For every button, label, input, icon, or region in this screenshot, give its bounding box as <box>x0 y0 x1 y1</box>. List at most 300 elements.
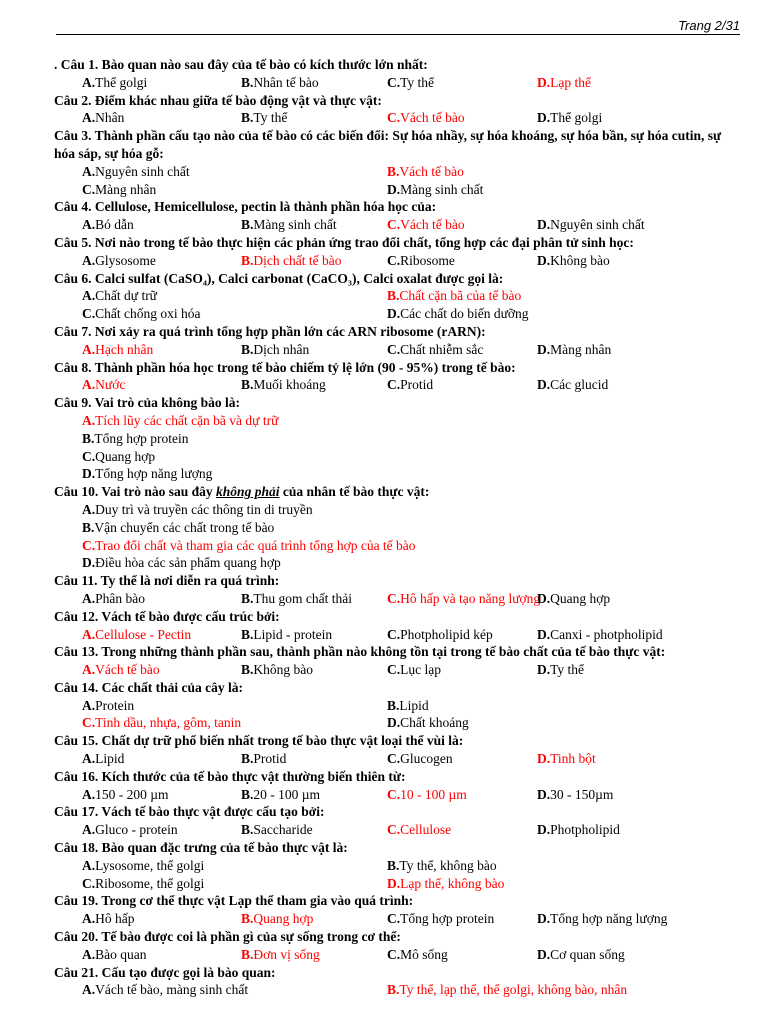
answer-option[interactable] <box>82 163 190 181</box>
option-letter: D. <box>387 181 401 197</box>
option-text: Photpholipid <box>550 822 620 838</box>
option-text: Chất dự trữ <box>95 288 158 304</box>
option-letter: B. <box>241 110 254 126</box>
option-text: Ty thể, lạp thể, thể golgi, không bào, nhân <box>399 982 628 998</box>
question-block <box>54 127 744 198</box>
options-row <box>54 74 744 92</box>
page-number: Trang 2/31 <box>678 18 740 33</box>
answer-option[interactable] <box>537 910 667 928</box>
option-text: Ty thể <box>253 110 288 126</box>
option-text: Cellulose - Pectin <box>95 626 192 642</box>
option-letter: D. <box>537 911 551 927</box>
option-text: Dịch chất tế bào <box>253 252 342 268</box>
answer-option[interactable] <box>82 554 281 572</box>
option-text: Lục lạp <box>400 662 441 678</box>
question-text: Câu 14. Các chất thải của cây là: <box>54 679 243 695</box>
answer-option[interactable] <box>387 857 497 875</box>
option-letter: C. <box>387 786 401 802</box>
option-letter: B. <box>387 982 400 998</box>
option-letter: C. <box>387 662 401 678</box>
answer-option[interactable] <box>82 412 278 430</box>
option-text: Thể golgi <box>550 110 603 126</box>
option-letter: A. <box>82 911 96 927</box>
answer-option[interactable] <box>241 821 313 839</box>
answer-option[interactable] <box>537 109 602 127</box>
options-row <box>54 697 744 715</box>
question-block <box>54 839 744 892</box>
option-text: 10 - 100 µm <box>400 786 467 802</box>
answer-option[interactable] <box>387 697 429 715</box>
option-letter: A. <box>82 412 96 428</box>
answer-option[interactable] <box>82 519 274 537</box>
option-letter: C. <box>387 341 401 357</box>
option-letter: B. <box>241 822 254 838</box>
option-letter: D. <box>537 946 551 962</box>
option-text: Lipid <box>95 751 125 767</box>
options-row <box>54 109 744 127</box>
question-block <box>54 572 744 608</box>
option-letter: A. <box>82 946 96 962</box>
answer-option[interactable] <box>241 109 287 127</box>
option-letter: D. <box>82 555 96 571</box>
answer-option[interactable] <box>387 590 540 608</box>
option-text: Ribosome, thể golgi <box>95 875 205 891</box>
option-letter: B. <box>241 662 254 678</box>
option-letter: C. <box>387 946 401 962</box>
option-text: 150 - 200 µm <box>95 786 169 802</box>
option-letter: C. <box>387 822 401 838</box>
answer-option[interactable] <box>82 465 212 483</box>
answer-option[interactable] <box>82 74 147 92</box>
question-block <box>54 56 744 92</box>
option-text: Mô sống <box>400 946 448 962</box>
options-row <box>54 626 744 644</box>
answer-option[interactable] <box>241 376 326 394</box>
option-text: Nguyên sinh chất <box>550 217 645 233</box>
option-letter: B. <box>387 288 400 304</box>
question-text: Câu 16. Kích thước của tế bào thực vật thường biến thiên từ: <box>54 768 406 784</box>
option-letter: C. <box>82 715 96 731</box>
option-letter: B. <box>241 626 254 642</box>
option-text: Ty thể, không bào <box>399 857 497 873</box>
option-letter: C. <box>387 217 401 233</box>
answer-option[interactable] <box>537 786 613 804</box>
option-letter: D. <box>537 590 551 606</box>
answer-option[interactable] <box>241 750 286 768</box>
option-letter: A. <box>82 217 96 233</box>
option-text: Gluco - protein <box>95 822 178 838</box>
question-block <box>54 892 744 928</box>
options-row <box>54 910 744 928</box>
option-letter: D. <box>537 751 551 767</box>
option-text: Ty thể <box>400 74 435 90</box>
answer-option[interactable] <box>241 626 332 644</box>
question-part: của nhân tế bào thực vật: <box>279 484 430 500</box>
answer-option[interactable] <box>82 252 156 270</box>
option-text: Bó dẫn <box>95 217 134 233</box>
question-text: Câu 3. Thành phần cấu tạo nào của tế bào có các biến đổi: Sự hóa nhầy, sự hóa khoáng, sự hóa bần, sự hóa cutin, sự hóa sáp, sự hóa gỗ: <box>54 128 722 161</box>
option-text: Quang hợp <box>253 911 314 927</box>
options-row <box>54 465 744 483</box>
option-letter: D. <box>387 875 401 891</box>
answer-option[interactable] <box>82 287 157 305</box>
option-letter: B. <box>241 786 254 802</box>
option-text: Lạp thể, không bào <box>400 875 505 891</box>
options-row <box>54 519 744 537</box>
option-letter: C. <box>387 110 401 126</box>
option-text: Protid <box>400 377 434 393</box>
answer-option[interactable] <box>82 305 200 323</box>
answer-option[interactable] <box>82 981 248 999</box>
option-letter: B. <box>387 857 400 873</box>
answer-option[interactable] <box>241 910 313 928</box>
answer-option[interactable] <box>387 216 465 234</box>
answer-option[interactable] <box>387 714 469 732</box>
answer-option[interactable] <box>537 946 625 964</box>
question-text: Câu 20. Tế bào được coi là phần gì của sự sống trong cơ thể: <box>54 929 401 945</box>
answer-option[interactable] <box>387 910 494 928</box>
option-letter: C. <box>387 626 401 642</box>
option-text: Nhân tế bào <box>253 74 319 90</box>
answer-option[interactable] <box>82 821 178 839</box>
option-text: Vách tế bào <box>400 217 465 233</box>
answer-option[interactable] <box>537 74 591 92</box>
answer-option[interactable] <box>387 786 467 804</box>
option-letter: D. <box>537 377 551 393</box>
question-block <box>54 234 744 270</box>
options-row <box>54 537 744 555</box>
options-row <box>54 448 744 466</box>
option-text: Ribosome <box>400 252 455 268</box>
option-letter: D. <box>537 341 551 357</box>
options-row <box>54 412 744 430</box>
question-text: Câu 9. Vai trò của không bào là: <box>54 395 241 411</box>
option-letter: D. <box>537 786 551 802</box>
answer-option[interactable] <box>82 626 191 644</box>
question-block <box>54 964 744 1000</box>
option-letter: D. <box>537 662 551 678</box>
option-text: Glucogen <box>400 751 453 767</box>
option-letter: A. <box>82 163 96 179</box>
options-row <box>54 287 744 305</box>
question-text: Câu 5. Nơi nào trong tế bào thực hiện các phản ứng trao đổi chất, tổng hợp các đại phân tử sinh học: <box>54 234 634 250</box>
answer-option[interactable] <box>387 252 455 270</box>
option-text: Lạp thể <box>550 74 591 90</box>
page-header <box>56 12 740 35</box>
option-letter: B. <box>241 252 254 268</box>
option-text: Tổng hợp năng lượng <box>550 911 668 927</box>
answer-option[interactable] <box>82 857 204 875</box>
option-letter: C. <box>82 181 96 197</box>
option-text: Chất chống oxi hóa <box>95 306 201 322</box>
options-row <box>54 252 744 270</box>
answer-option[interactable] <box>387 376 433 394</box>
option-text: Photpholipid kép <box>400 626 493 642</box>
option-text: Vách tế bào <box>95 662 160 678</box>
question-block <box>54 732 744 768</box>
option-text: Canxi - photpholipid <box>550 626 663 642</box>
options-row <box>54 341 744 359</box>
question-text: Câu 17. Vách tế bào thực vật được cấu tạo bởi: <box>54 804 325 820</box>
options-row <box>54 305 744 323</box>
option-letter: B. <box>387 163 400 179</box>
answer-option[interactable] <box>82 661 160 679</box>
answer-option[interactable] <box>82 216 134 234</box>
option-text: Màng sinh chất <box>253 217 337 233</box>
option-letter: D. <box>537 626 551 642</box>
option-letter: A. <box>82 786 96 802</box>
answer-option[interactable] <box>82 537 416 555</box>
question-block <box>54 483 744 572</box>
option-letter: B. <box>241 751 254 767</box>
option-text: Tinh bột <box>550 751 596 767</box>
option-text: Màng sinh chất <box>400 181 484 197</box>
answer-option[interactable] <box>387 305 529 323</box>
option-letter: B. <box>241 946 254 962</box>
answer-option[interactable] <box>387 341 483 359</box>
answer-option[interactable] <box>387 287 521 305</box>
option-letter: C. <box>82 306 96 322</box>
option-text: Vách tế bào, màng sinh chất <box>95 982 249 998</box>
question-text: Câu 4. Cellulose, Hemicellulose, pectin là thành phần hóa học của: <box>54 199 437 215</box>
option-letter: B. <box>241 377 254 393</box>
question-text: Câu 11. Ty thể là nơi diễn ra quá trình: <box>54 573 280 589</box>
option-letter: A. <box>82 822 96 838</box>
emphasis-text: không phải <box>216 484 280 500</box>
answer-option[interactable] <box>241 341 309 359</box>
answer-option[interactable] <box>82 376 125 394</box>
answer-option[interactable] <box>387 74 434 92</box>
option-letter: A. <box>82 252 96 268</box>
answer-option[interactable] <box>241 216 337 234</box>
answer-option[interactable] <box>537 626 663 644</box>
answer-option[interactable] <box>387 163 464 181</box>
answer-option[interactable] <box>241 786 320 804</box>
option-text: 30 - 150µm <box>550 786 614 802</box>
option-text: Màng nhân <box>95 181 157 197</box>
options-row <box>54 554 744 572</box>
option-text: Hô hấp và tạo năng lượng <box>400 590 541 606</box>
option-letter: D. <box>537 252 551 268</box>
option-letter: A. <box>82 341 96 357</box>
answer-option[interactable] <box>241 661 313 679</box>
question-block <box>54 359 744 395</box>
option-text: Protein <box>95 697 135 713</box>
option-letter: D. <box>537 822 551 838</box>
option-letter: D. <box>387 715 401 731</box>
option-text: Ty thể <box>550 662 585 678</box>
question-block <box>54 198 744 234</box>
options-row <box>54 590 744 608</box>
option-text: Nước <box>95 377 126 393</box>
answer-option[interactable] <box>387 981 627 999</box>
option-text: Thu gom chất thải <box>253 590 352 606</box>
answer-option[interactable] <box>82 341 153 359</box>
answer-option[interactable] <box>537 661 584 679</box>
answer-option[interactable] <box>82 501 313 519</box>
options-row <box>54 821 744 839</box>
option-letter: C. <box>387 74 401 90</box>
option-letter: B. <box>241 911 254 927</box>
options-row <box>54 376 744 394</box>
option-text: Trao đổi chất và tham gia các quá trình tổng hợp của tế bào <box>95 537 416 553</box>
answer-option[interactable] <box>537 216 645 234</box>
answer-option[interactable] <box>82 181 156 199</box>
option-text: Không bào <box>550 252 610 268</box>
option-letter: A. <box>82 501 96 517</box>
option-letter: C. <box>82 448 96 464</box>
answer-option[interactable] <box>537 376 608 394</box>
option-text: Nhân <box>95 110 125 126</box>
question-block <box>54 394 744 483</box>
options-row <box>54 430 744 448</box>
answer-option[interactable] <box>387 750 453 768</box>
option-text: Lipid - protein <box>253 626 333 642</box>
question-block <box>54 608 744 644</box>
answer-option[interactable] <box>537 341 611 359</box>
question-text: Câu 12. Vách tế bào được cấu trúc bởi: <box>54 608 280 624</box>
option-letter: A. <box>82 288 96 304</box>
question-text: Câu 13. Trong những thành phần sau, thành phần nào không tồn tại trong tế bào chất của tế bào thực vật: <box>54 644 666 660</box>
question-block <box>54 928 744 964</box>
answer-option[interactable] <box>387 661 441 679</box>
question-block <box>54 679 744 732</box>
answer-option[interactable] <box>82 109 124 127</box>
option-text: Tổng hợp năng lượng <box>95 466 213 482</box>
answer-option[interactable] <box>537 252 610 270</box>
option-text: Quang hợp <box>95 448 156 464</box>
option-letter: C. <box>387 252 401 268</box>
answer-option[interactable] <box>537 590 610 608</box>
option-letter: C. <box>82 537 96 553</box>
option-letter: B. <box>241 590 254 606</box>
option-text: Chất nhiễm sắc <box>400 341 484 357</box>
option-letter: D. <box>537 110 551 126</box>
option-text: Tổng hợp protein <box>94 430 189 446</box>
answer-option[interactable] <box>241 946 320 964</box>
option-letter: A. <box>82 662 96 678</box>
option-letter: C. <box>82 875 96 891</box>
option-letter: B. <box>241 341 254 357</box>
option-letter: C. <box>387 377 401 393</box>
options-row <box>54 501 744 519</box>
question-text: Câu 6. Calci sulfat (CaSO₄), Calci carbonat (CaCO₃), Calci oxalat được gọi là: <box>54 270 504 286</box>
option-letter: A. <box>82 110 96 126</box>
option-text: Bào quan <box>95 946 147 962</box>
option-text: Lipid <box>399 697 429 713</box>
answer-option[interactable] <box>82 750 124 768</box>
answer-option[interactable] <box>387 109 465 127</box>
answer-option[interactable] <box>387 821 451 839</box>
option-letter: D. <box>537 217 551 233</box>
question-block <box>54 768 744 804</box>
option-text: Các chất do biến dưỡng <box>400 306 529 322</box>
option-text: Tổng hợp protein <box>400 911 495 927</box>
option-letter: A. <box>82 857 96 873</box>
question-block <box>54 270 744 323</box>
option-text: Không bào <box>253 662 314 678</box>
answer-option[interactable] <box>82 946 147 964</box>
option-text: Đơn vị sống <box>253 946 320 962</box>
question-text: Câu 15. Chất dự trữ phổ biến nhất trong tế bào thực vật loại thể vùi là: <box>54 733 464 749</box>
option-text: Dịch nhân <box>253 341 310 357</box>
options-row <box>54 946 744 964</box>
option-letter: A. <box>82 982 96 998</box>
options-row <box>54 216 744 234</box>
option-letter: A. <box>82 751 96 767</box>
option-text: Lysosome, thể golgi <box>95 857 205 873</box>
answer-option[interactable] <box>82 875 204 893</box>
option-letter: A. <box>82 74 96 90</box>
option-letter: C. <box>387 590 401 606</box>
answer-option[interactable] <box>82 430 189 448</box>
option-letter: D. <box>82 466 96 482</box>
answer-option[interactable] <box>387 875 504 893</box>
answer-option[interactable] <box>537 750 596 768</box>
answer-option[interactable] <box>82 714 241 732</box>
answer-option[interactable] <box>241 74 319 92</box>
answer-option[interactable] <box>537 821 620 839</box>
option-text: Màng nhân <box>550 341 612 357</box>
answer-option[interactable] <box>241 590 352 608</box>
option-text: Quang hợp <box>550 590 611 606</box>
option-text: Vách tế bào <box>399 163 464 179</box>
answer-option[interactable] <box>387 626 493 644</box>
answer-option[interactable] <box>241 252 341 270</box>
question-block <box>54 643 744 679</box>
option-text: Phân bào <box>95 590 145 606</box>
answer-option[interactable] <box>82 448 155 466</box>
option-text: Hô hấp <box>95 911 135 927</box>
options-row <box>54 163 744 181</box>
question-text <box>54 483 744 501</box>
question-text: Câu 18. Bào quan đặc trưng của tế bào thực vật là: <box>54 840 348 856</box>
answer-option[interactable] <box>82 590 145 608</box>
option-letter: B. <box>82 430 95 446</box>
option-text: Vách tế bào <box>400 110 465 126</box>
option-text: Vận chuyển các chất trong tế bào <box>94 519 275 535</box>
answer-option[interactable] <box>82 910 135 928</box>
option-letter: C. <box>387 751 401 767</box>
answer-option[interactable] <box>82 697 134 715</box>
option-text: 20 - 100 µm <box>253 786 321 802</box>
option-text: Điều hòa các sản phẩm quang hợp <box>95 555 281 571</box>
option-text: Chất khoáng <box>400 715 469 731</box>
option-letter: A. <box>82 697 96 713</box>
options-row <box>54 786 744 804</box>
option-letter: B. <box>241 74 254 90</box>
options-row <box>54 750 744 768</box>
option-text: Glysosome <box>95 252 156 268</box>
option-text: Các glucid <box>550 377 609 393</box>
options-row <box>54 981 744 999</box>
answer-option[interactable] <box>387 946 448 964</box>
answer-option[interactable] <box>82 786 169 804</box>
option-letter: D. <box>387 306 401 322</box>
option-text: Duy trì và truyền các thông tin di truyền <box>95 501 313 517</box>
option-text: Cơ quan sống <box>550 946 625 962</box>
answer-option[interactable] <box>387 181 483 199</box>
option-text: Protid <box>253 751 287 767</box>
option-letter: A. <box>82 626 96 642</box>
question-part: Câu 10. Vai trò nào sau đây <box>54 484 217 500</box>
option-letter: A. <box>82 590 96 606</box>
options-row <box>54 181 744 199</box>
option-letter: C. <box>387 911 401 927</box>
options-row <box>54 661 744 679</box>
option-text: Chất cặn bã của tế bào <box>399 288 522 304</box>
option-text: Hạch nhân <box>95 341 154 357</box>
